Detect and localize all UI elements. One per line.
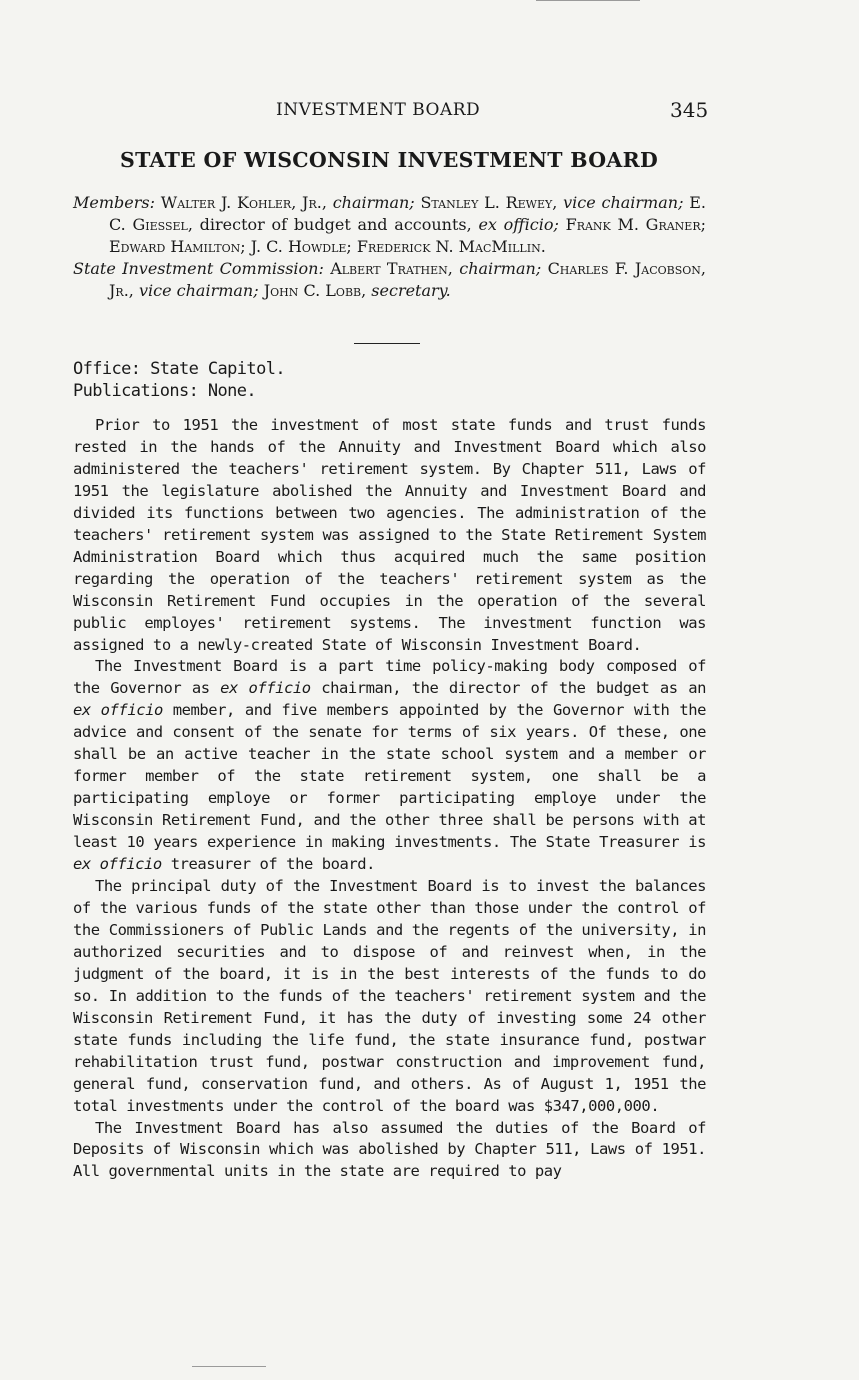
members-label: Members: bbox=[73, 193, 155, 212]
paragraph-composition bbox=[73, 656, 706, 876]
member-name: Frederick N. MacMillin. bbox=[356, 237, 546, 256]
commission-role: chairman; bbox=[459, 259, 542, 278]
commission-name: Albert Trathen, bbox=[330, 259, 453, 278]
text-run: The Investment Board is a part time policy-making body composed of the Governor as bbox=[73, 657, 706, 698]
commission-name: John C. Lobb, bbox=[263, 281, 367, 300]
commission-name: Charles F. Jacobson, Jr., bbox=[109, 259, 706, 300]
commission-role: secretary. bbox=[371, 281, 451, 300]
text-run: chairman, the director of the budget as an bbox=[321, 679, 706, 698]
member-name: Stanley L. Rewey, bbox=[420, 193, 558, 212]
text-run-italic: ex officio bbox=[220, 679, 311, 698]
member-role: chairman; bbox=[332, 193, 415, 212]
scan-edge-mark-bottom bbox=[192, 1366, 266, 1367]
member-name: Frank M. Graner; bbox=[565, 215, 707, 234]
section-divider bbox=[354, 343, 420, 344]
commission-label: State Investment Commission: bbox=[73, 259, 324, 278]
member-name: E. C. Giessel, bbox=[109, 193, 707, 234]
member-name: J. C. Howdle; bbox=[250, 237, 352, 256]
text-run-italic: ex officio bbox=[73, 701, 163, 720]
paragraph-history: Prior to 1951 the investment of most state funds and trust funds rested in the hands of the Annuity and Investment Board which also administered the teachers' retirement system. By Chapter 511, Laws of 1951 the legislature abolished the Annuity and Investment Board and divided its functions between two agencies. The administration of the teachers' retirement system was assigned to the State Retirement System Administration Board which thus acquired much the same position regarding the operation of the teachers' retirement system as the Wisconsin Retirement Fund occupies in the operation of the several public employes' retirement systems. The investment function was assigned to a newly-created State of Wisconsin Investment Board. bbox=[73, 416, 706, 654]
body-text bbox=[73, 415, 706, 1183]
members-paragraph bbox=[73, 192, 706, 258]
paragraph-deposits: The Investment Board has also assumed the duties of the Board of Deposits of Wisconsin which was abolished by Chapter 511, Laws of 1951. All governmental units in the state are required to pay bbox=[73, 1118, 706, 1181]
running-title: INVESTMENT BOARD bbox=[276, 100, 481, 120]
members-block bbox=[73, 192, 706, 302]
member-name: Edward Hamilton; bbox=[109, 237, 246, 256]
office-line: Office: State Capitol. bbox=[73, 359, 285, 379]
commission-role: vice chairman; bbox=[138, 281, 259, 300]
paragraph-duties: The principal duty of the Investment Board is to invest the balances of the various funds of the state other than those under the control of the Commissioners of Public Lands and the regents of the university, in authorized securities and to dispose of and reinvest when, in the judgment of the board, it is in the best interests of the funds to do so. In addition to the funds of the teachers' retirement system and the Wisconsin Retirement Fund, it has the duty of investing some 24 other state funds including the life fund, the state insurance fund, postwar rehabilitation trust fund, postwar construction and improvement fund, general fund, conservation fund, and others. As of August 1, 1951 the total investments under the control of the board was $347,000,000. bbox=[73, 877, 706, 1115]
page-title: STATE OF WISCONSIN INVESTMENT BOARD bbox=[120, 148, 659, 172]
text-run: treasurer of the board. bbox=[170, 855, 375, 874]
text-run: member, and five members appointed by the Governor with the advice and consent of the senate for terms of six years. Of these, one shall be an active teacher in the state school system and a member or former member of the state retirement system, one shall be a participating employe or former participating employe under the Wisconsin Retirement Fund, and the other three shall be persons with at least 10 years experience in making investments. The State Treasurer is bbox=[73, 701, 706, 852]
scan-edge-mark-top bbox=[536, 0, 640, 1]
page-number: 345 bbox=[670, 98, 709, 122]
member-role: director of budget and accounts, bbox=[199, 215, 472, 234]
publications-line: Publications: None. bbox=[73, 381, 257, 401]
member-role: vice chairman; bbox=[563, 193, 684, 212]
member-role-italic: ex officio; bbox=[478, 215, 559, 234]
text-run-italic: ex officio bbox=[73, 855, 162, 874]
running-header bbox=[0, 100, 859, 124]
office-info bbox=[73, 358, 285, 402]
commission-paragraph bbox=[73, 258, 706, 302]
member-name: Walter J. Kohler, Jr., bbox=[160, 193, 327, 212]
